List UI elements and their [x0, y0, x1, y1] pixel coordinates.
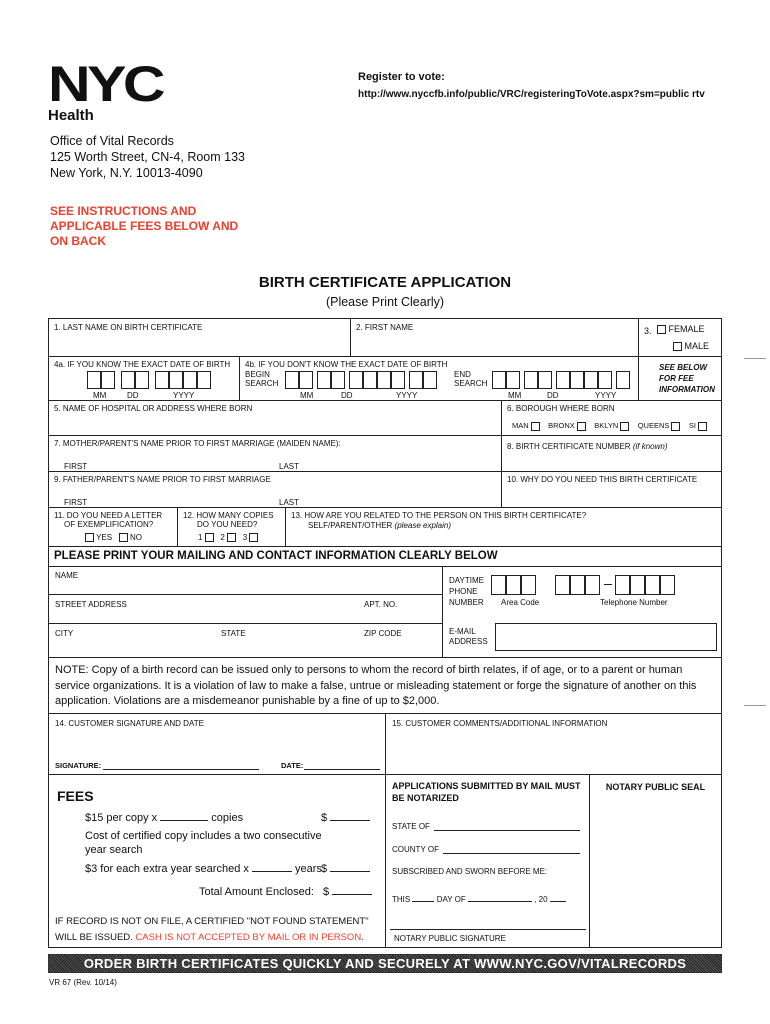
mm-label: MM [508, 391, 522, 400]
exemplification-yes[interactable]: YES [85, 533, 112, 542]
signature-label: SIGNATURE: [55, 761, 102, 770]
borough-field [501, 400, 722, 436]
yyyy-label: YYYY [173, 391, 195, 400]
contact-section [48, 566, 722, 658]
state-of-label: STATE OF [392, 822, 430, 831]
relationship-note: (please explain) [394, 521, 452, 530]
email-label: E-MAIL ADDRESS [449, 627, 488, 646]
nyc-logo-wordmark: NYC [48, 56, 162, 112]
begin-search-label: BEGIN SEARCH [245, 370, 279, 388]
register-label: Register to vote: [358, 71, 445, 83]
copies-option-1[interactable]: 1 [198, 533, 214, 542]
reason-field[interactable] [501, 471, 722, 508]
exemplification-field [48, 507, 178, 547]
begin-search-digits[interactable] [285, 371, 445, 389]
fee-note: Cost of certified copy includes a two consecutive year search [85, 830, 322, 856]
day-line[interactable] [412, 900, 434, 902]
notary-signature-line[interactable] [390, 929, 586, 930]
state-of-line[interactable] [434, 830, 580, 831]
comments-label: 15. CUSTOMER COMMENTS/ADDITIONAL INFORMATION [392, 719, 608, 728]
street-label: STREET ADDRESS [55, 600, 127, 609]
not-found-line: IF RECORD IS NOT ON FILE, A CERTIFIED "NOT FOUND STATEMENT" [55, 916, 369, 927]
cash-warning: CASH IS NOT ACCEPTED BY MAIL OR IN PERSON. [135, 932, 364, 943]
exemplification-label: OF EXEMPLIFICATION? [64, 520, 154, 529]
exact-dob-digits[interactable] [87, 371, 237, 389]
sex-field [638, 318, 722, 357]
search-dob-label: 4b. IF YOU DON'T KNOW THE EXACT DATE OF BIRTH [245, 360, 448, 369]
dd-label: DD [547, 391, 559, 400]
mother-last-label: LAST [279, 462, 300, 471]
female-label: FEMALE [668, 324, 705, 334]
fee-dollar: $ [323, 886, 330, 898]
city-label: CITY [55, 629, 74, 638]
nyc-logo [48, 56, 162, 124]
legal-note-box [48, 657, 722, 714]
order-online-banner[interactable]: ORDER BIRTH CERTIFICATES QUICKLY AND SECURELY AT WWW.NYC.GOV/VITALRECORDS [48, 954, 722, 973]
year-line[interactable] [550, 900, 566, 902]
hospital-field[interactable] [48, 400, 502, 436]
fee-info-line: FOR FEE [659, 374, 694, 383]
contact-divider [442, 567, 443, 657]
father-name-label: 9. FATHER/PARENT'S NAME PRIOR TO FIRST MARRIAGE [54, 475, 271, 484]
female-checkbox[interactable] [657, 325, 666, 334]
legal-note: NOTE: Copy of a birth record can be issued only to persons to whom the record of birth relates, if of age, or to a parent or human service organizations. It is a violation of law to make a false, untrue or misleading statement or forge the signature of another on this application. Violations are a misdemeanor punishable by a fine of up to $2,000. [55, 664, 697, 707]
copies-option-3[interactable]: 3 [243, 533, 259, 542]
register-url[interactable]: http://www.nyccfb.info/public/VRC/registeringToVote.aspx?sm=public rtv [358, 89, 705, 100]
notary-seal-label: NOTARY PUBLIC SEAL [605, 782, 706, 792]
last-name-label: 1. LAST NAME ON BIRTH CERTIFICATE [54, 323, 203, 332]
county-of-line[interactable] [443, 853, 580, 854]
extra-years-label: years [295, 863, 322, 875]
relationship-label: 13. HOW ARE YOU RELATED TO THE PERSON ON THIS BIRTH CERTIFICATE? [291, 511, 587, 520]
copies-count-line[interactable] [160, 819, 208, 821]
instructions-line: SEE INSTRUCTIONS AND [50, 204, 197, 218]
form-version: VR 67 (Rev. 10/14) [49, 978, 117, 987]
reason-label: 10. WHY DO YOU NEED THIS BIRTH CERTIFICATE [507, 475, 698, 484]
form-title: BIRTH CERTIFICATE APPLICATION [258, 274, 512, 291]
mother-name-label: 7. MOTHER/PARENT'S NAME PRIOR TO FIRST MARRIAGE (MAIDEN NAME): [54, 439, 341, 448]
instructions-notice [50, 204, 238, 249]
fees-section [48, 774, 386, 948]
total-amount-line[interactable] [332, 893, 372, 895]
office-street: 125 Worth Street, CN-4, Room 133 [50, 150, 245, 164]
notary-section [385, 774, 590, 948]
father-last-label: LAST [279, 498, 300, 507]
certificate-number-note: (if known) [632, 442, 668, 451]
certificate-number-field[interactable] [501, 435, 722, 472]
copies-amount-line[interactable] [330, 819, 370, 821]
instructions-line: APPLICABLE FEES BELOW AND [50, 219, 239, 233]
year-prefix: , 20 [534, 895, 548, 904]
month-line[interactable] [468, 900, 532, 902]
fee-info-line: SEE BELOW [659, 363, 708, 372]
first-name-label: 2. FIRST NAME [356, 323, 414, 332]
yyyy-label: YYYY [595, 391, 617, 400]
yyyy-label: YYYY [396, 391, 418, 400]
dd-label: DD [127, 391, 139, 400]
end-search-label: END SEARCH [454, 370, 488, 388]
relationship-sub: SELF/PARENT/OTHER [308, 521, 393, 530]
borough-queens[interactable]: QUEENS [638, 421, 681, 430]
fee-info-line: INFORMATION [659, 385, 715, 394]
signature-section-label: 14. CUSTOMER SIGNATURE AND DATE [55, 719, 204, 728]
borough-si[interactable]: SI [689, 421, 707, 430]
street-line [49, 623, 442, 624]
borough-options [512, 421, 707, 431]
form-subtitle: (Please Print Clearly) [325, 295, 445, 309]
father-name-field[interactable] [48, 471, 502, 508]
total-label: Total Amount Enclosed: [199, 886, 314, 898]
borough-bklyn[interactable]: BKLYN [594, 421, 629, 430]
last-name-field[interactable] [48, 318, 351, 357]
signature-line[interactable] [103, 769, 259, 770]
mm-label: MM [300, 391, 314, 400]
notary-heading: APPLICATIONS SUBMITTED BY MAIL MUST BE NOTARIZED [392, 781, 581, 803]
not-found-line: WILL BE ISSUED. [55, 932, 133, 943]
notary-seal-box [589, 774, 722, 948]
copies-label: DO YOU NEED? [197, 520, 258, 529]
margin-mark [744, 358, 766, 359]
first-name-field[interactable] [350, 318, 639, 357]
area-code-label: Area Code [501, 598, 540, 607]
borough-man[interactable]: MAN [512, 421, 540, 430]
phone-label: DAYTIME PHONE NUMBER [449, 576, 484, 607]
father-first-label: FIRST [64, 498, 88, 507]
relationship-field[interactable] [285, 507, 722, 547]
copies-option-2[interactable]: 2 [220, 533, 236, 542]
office-name: Office of Vital Records [50, 134, 174, 148]
nyc-logo-health: Health [48, 107, 94, 124]
mother-name-field[interactable] [48, 435, 502, 472]
hospital-label: 5. NAME OF HOSPITAL OR ADDRESS WHERE BORN [54, 404, 253, 413]
state-label: STATE [221, 629, 246, 638]
this-label: THIS [392, 895, 411, 904]
notary-signature-label: NOTARY PUBLIC SIGNATURE [394, 934, 506, 943]
exemplification-no[interactable]: NO [119, 533, 142, 542]
extra-years-line[interactable] [252, 870, 292, 872]
male-label: MALE [684, 341, 710, 351]
date-label: DATE: [281, 761, 304, 770]
office-city: New York, N.Y. 10013-4090 [50, 166, 203, 180]
office-address [50, 133, 245, 181]
fee-dollar: $ [321, 812, 328, 824]
subscribed-label: SUBSCRIBED AND SWORN BEFORE ME: [392, 867, 548, 876]
exemplification-label: 11. DO YOU NEED A LETTER [54, 511, 163, 520]
signature-section [48, 713, 386, 775]
mother-first-label: FIRST [64, 462, 88, 471]
years-amount-line[interactable] [330, 870, 370, 872]
male-checkbox[interactable] [673, 342, 682, 351]
borough-label: 6. BOROUGH WHERE BORN [507, 404, 615, 413]
telephone-number-label: Telephone Number [600, 598, 668, 607]
fees-heading: FEES [57, 788, 94, 804]
name-line [49, 594, 442, 595]
fee-per-copy: $15 per copy x [85, 812, 158, 824]
date-line[interactable] [304, 769, 380, 770]
mm-label: MM [93, 391, 107, 400]
name-label: NAME [55, 571, 79, 580]
sex-number: 3. [644, 326, 652, 336]
instructions-line: ON BACK [50, 234, 106, 248]
email-input[interactable] [495, 623, 717, 651]
phone-digits[interactable] [491, 575, 731, 595]
dd-label: DD [341, 391, 353, 400]
fee-dollar: $ [321, 863, 328, 875]
copies-label: 12. HOW MANY COPIES [183, 511, 274, 520]
margin-mark [744, 705, 766, 706]
extra-year-fee: $3 for each extra year searched x [85, 863, 249, 875]
fee-info-note [638, 356, 722, 401]
county-of-label: COUNTY OF [392, 845, 439, 854]
day-of-label: DAY OF [436, 895, 466, 904]
comments-field[interactable] [385, 713, 722, 775]
end-search-digits[interactable] [492, 371, 637, 389]
male-option[interactable] [673, 341, 709, 351]
certificate-number-label: 8. BIRTH CERTIFICATE NUMBER [507, 442, 631, 451]
exact-dob-label: 4a. IF YOU KNOW THE EXACT DATE OF BIRTH [54, 360, 231, 369]
borough-bronx[interactable]: BRONX [548, 421, 586, 430]
contact-heading-bar [48, 546, 722, 567]
exact-dob-field [48, 356, 240, 401]
zip-label: ZIP CODE [364, 629, 402, 638]
copies-field [177, 507, 286, 547]
search-dob-field [239, 356, 639, 401]
fee-copies-label: copies [211, 812, 244, 824]
female-option[interactable] [657, 324, 705, 334]
contact-heading: PLEASE PRINT YOUR MAILING AND CONTACT INFORMATION CLEARLY BELOW [54, 550, 498, 562]
apt-label: APT. NO. [364, 600, 398, 609]
